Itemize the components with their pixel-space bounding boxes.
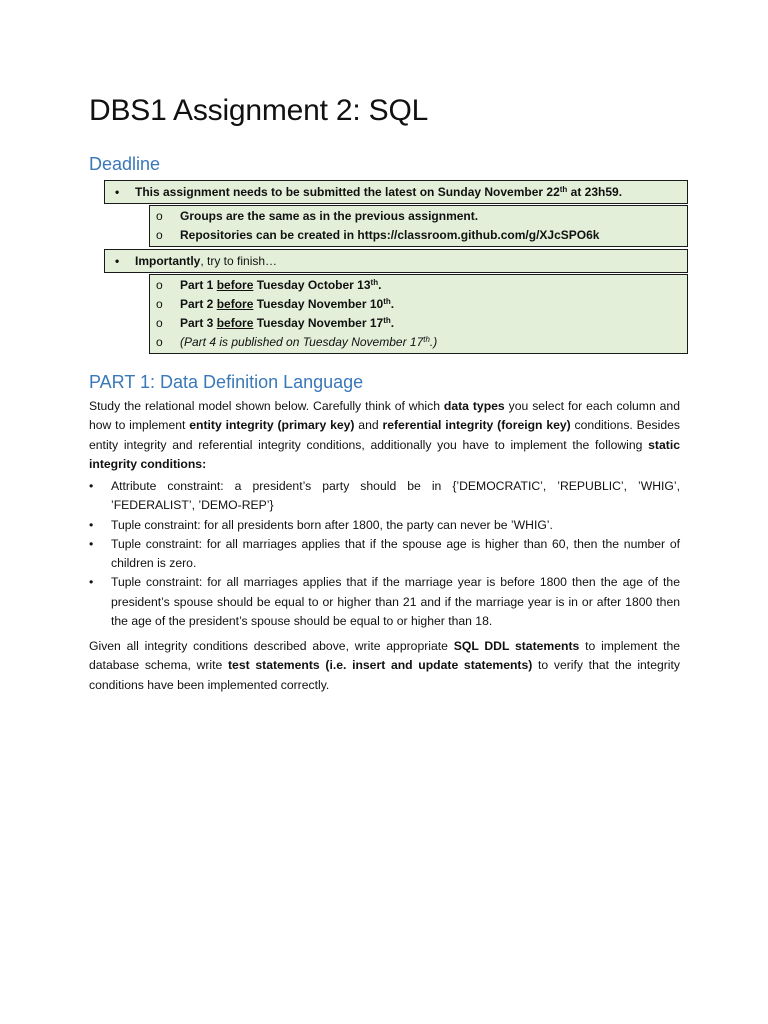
conclusion-bold: test statements (i.e. insert and update statements) — [228, 658, 533, 673]
intro-text: and — [354, 418, 383, 433]
page-title: DBS1 Assignment 2: SQL — [89, 94, 429, 127]
list-item — [89, 477, 680, 516]
constraint-text: Tuple constraint: for all marriages applies that if the spouse age is higher than 60, then the number of children is zero. — [111, 536, 680, 571]
list-item — [150, 295, 687, 314]
list-item — [89, 573, 680, 631]
list-item — [150, 314, 687, 333]
conclusion-text: to verify that the integrity conditions have been implemented correctly. — [89, 658, 680, 692]
list-item — [150, 226, 687, 245]
intro-bold: entity integrity (primary key) — [189, 418, 355, 433]
bullet-icon: • — [89, 479, 94, 493]
part-label: Part 3 — [180, 316, 217, 330]
constraint-text: Tuple constraint: for all marriages applies that if the marriage year is before 1800 then the age of the president’s spouse should be equal to or higher than 21 and if the marriage year is in or after 1800 then the age of the president’s spouse should be equal to or higher than 18. — [111, 575, 680, 629]
list-item — [150, 207, 687, 226]
importantly-box — [104, 249, 688, 273]
bullet-icon: • — [115, 254, 120, 268]
submit-text: This assignment needs to be submitted the latest on Sunday November 22 — [135, 185, 560, 199]
intro-paragraph — [89, 397, 680, 474]
part-label: Part 1 — [180, 278, 217, 292]
bullet-icon: • — [89, 536, 94, 551]
part-end: . — [390, 297, 395, 311]
part4-end: .) — [429, 335, 438, 349]
list-item — [105, 183, 687, 202]
conclusion-text: Given all integrity conditions described above, write appropriate — [89, 639, 454, 653]
intro-text: Study the relational model shown below. Carefully think of which — [89, 399, 444, 413]
constraint-text: Tuple constraint: for all presidents born after 1800, the party can never be ’WHIG’. — [111, 517, 553, 532]
parts-schedule-box — [149, 274, 688, 354]
submit-after: at 23h59. — [567, 185, 623, 199]
list-item — [105, 252, 687, 271]
constraints-list — [89, 477, 680, 631]
list-item — [89, 535, 680, 574]
part-sup: th — [370, 278, 379, 287]
part-date: Tuesday October 13 — [253, 278, 371, 292]
intro-text: you select for each column and how to implement — [89, 399, 680, 433]
deadline-heading: Deadline — [89, 154, 161, 174]
part-label: Part 2 — [180, 297, 217, 311]
deadline-notes-box — [149, 205, 688, 247]
intro-bold: referential integrity (foreign key) — [382, 418, 571, 433]
repositories-note: Repositories can be created in https://classroom.github.com/g/XJcSPO6k — [180, 228, 600, 242]
bullet-icon: • — [115, 185, 120, 199]
importantly-rest: , try to finish… — [200, 254, 278, 268]
bullet-icon: • — [89, 575, 94, 590]
part-end: . — [378, 278, 382, 292]
submit-sup: th — [559, 185, 568, 194]
before-word: before — [216, 278, 254, 292]
deadline-submit-box — [104, 180, 688, 204]
list-item — [89, 516, 680, 535]
before-word: before — [216, 297, 254, 311]
intro-bold: data types — [443, 399, 505, 413]
part-sup: th — [383, 297, 391, 306]
part4-text: (Part 4 is published on Tuesday November 17 — [180, 335, 424, 349]
part-date: Tuesday November 17 — [253, 316, 384, 330]
part-end: . — [390, 316, 395, 330]
list-item — [150, 276, 687, 295]
circle-bullet-icon: o — [156, 228, 163, 242]
circle-bullet-icon: o — [156, 335, 163, 349]
part1-heading: PART 1: Data Definition Language — [89, 372, 364, 392]
list-item — [150, 333, 687, 352]
circle-bullet-icon: o — [156, 209, 163, 223]
constraint-text: Attribute constraint: a president’s party should be in {’DEMOCRATIC’, ’REPUBLIC’, ’WHIG’, ’FEDERALIST’, ’DEMO-REP’} — [111, 479, 680, 513]
intro-bold: static integrity conditions: — [89, 437, 680, 471]
conclusion-text: to implement the database schema, write — [89, 639, 681, 673]
circle-bullet-icon: o — [156, 297, 163, 311]
part-date: Tuesday November 10 — [253, 297, 384, 311]
importantly-label: Importantly — [135, 254, 201, 268]
before-word: before — [216, 316, 254, 330]
conclusion-bold: SQL DDL statements — [453, 639, 580, 653]
bullet-icon: • — [89, 517, 94, 532]
conclusion-paragraph — [89, 637, 680, 695]
part-sup: th — [383, 316, 391, 325]
circle-bullet-icon: o — [156, 278, 163, 292]
groups-note: Groups are the same as in the previous assignment. — [180, 209, 479, 223]
intro-text: conditions. Besides entity integrity and referential integrity conditions, additionally you have to implement the following — [89, 418, 680, 452]
part4-sup: th — [423, 335, 430, 344]
circle-bullet-icon: o — [156, 316, 163, 330]
